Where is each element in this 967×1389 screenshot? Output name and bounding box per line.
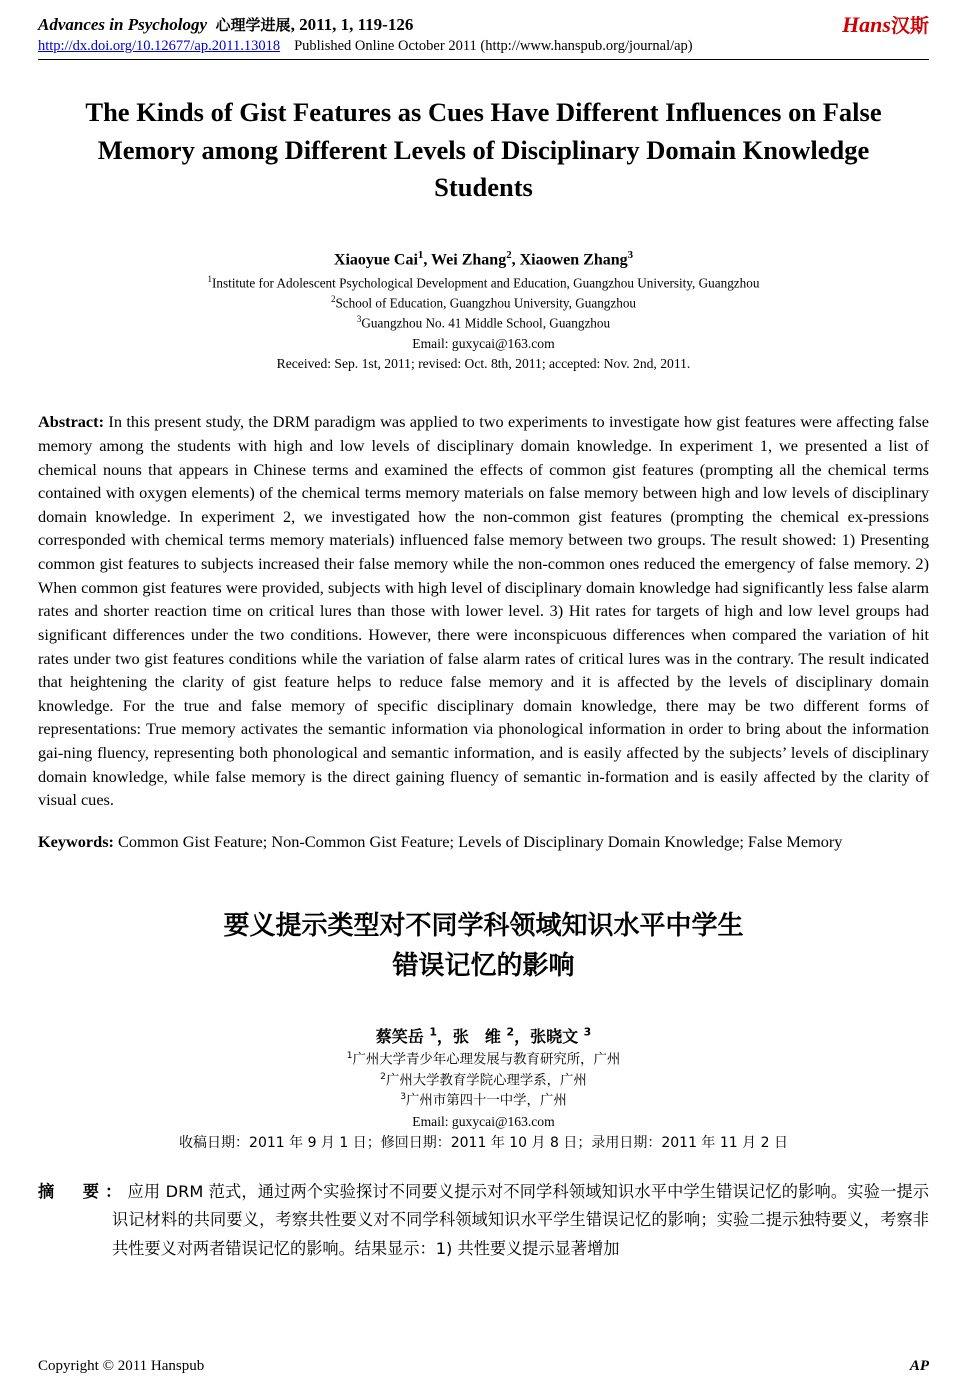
page-footer: [38, 1358, 929, 1375]
journal-name: Advances in Psychology: [38, 15, 208, 34]
logo-hans-text: Hans: [842, 12, 891, 37]
affiliation-cn-3: $^3$广州市第四十一中学，广州: [400, 1092, 567, 1109]
doi-link[interactable]: http://dx.doi.org/10.12677/ap.2011.13018: [38, 38, 281, 54]
page-title-cn-line2: 错误记忆的影响: [392, 950, 575, 981]
keywords-text: Common Gist Feature; Non-Common Gist Feature; Levels of Disciplinary Domain Knowledge; False Memory: [113, 831, 843, 851]
page-title-cn-line1: 要义提示类型对不同学科领域知识水平中学生: [223, 910, 744, 941]
journal-citation: , 2011, 1, 119-126: [290, 15, 414, 34]
affiliation-list-cn: [38, 1050, 929, 1112]
page-header: [38, 14, 929, 36]
abstract-block-cn: [38, 1178, 929, 1263]
abstract-label-cn: 摘 要：: [38, 1182, 128, 1202]
author-list: Xiaoyue Cai$^1$, Wei Zhang$^2$, Xiaowen Zhang$^3$: [333, 248, 634, 269]
affiliation-cn-2: $^2$广州大学教育学院心理学系，广州: [380, 1071, 587, 1089]
copyright-text: Copyright © 2011 Hanspub: [38, 1358, 205, 1374]
page-title-cn: [98, 906, 869, 987]
abstract-label: Abstract:: [38, 412, 105, 432]
affiliation-cn-1: $^1$广州大学青少年心理发展与教育研究所，广州: [346, 1051, 621, 1068]
logo-hans-cn: 汉斯: [890, 15, 929, 37]
journal-abbrev: AP: [909, 1358, 929, 1374]
affiliation-3: $^3$Guangzhou No. 41 Middle School, Guangzhou: [356, 314, 611, 331]
affiliation-list: [38, 273, 929, 333]
keywords-label: Keywords:: [38, 831, 114, 851]
abstract-block: [38, 410, 929, 812]
submission-dates-cn: 收稿日期：2011 年 9 月 1 日；修回日期：2011 年 10 月 8 日；录用日期：2011 年 11 月 2 日: [179, 1135, 788, 1152]
keywords-block: [38, 830, 929, 854]
affiliation-1: $^1$Institute for Adolescent Psychological Development and Education, Guangzhou University, Guangzhou: [207, 274, 760, 291]
contact-email-cn: Email: guxycai@163.com: [412, 1113, 555, 1129]
hanspub-logo: [842, 14, 929, 36]
contact-email: Email: guxycai@163.com: [412, 335, 555, 351]
abstract-text-cn: 应用 DRM 范式，通过两个实验探讨不同要义提示对不同学科领域知识水平中学生错误记忆的影响。实验一提示识记材料的共同要义，考察共性要义对不同学科领域知识水平学生错误记忆的影响；实验二提示独特要义，考察非共性要义对两者错误记忆的影响。结果显示：1) 共性要义提示显著增加: [112, 1182, 930, 1258]
abstract-text: In this present study, the DRM paradigm was applied to two experiments to investigate how gist features were affecting false memory among the students with high and low levels of disciplinary domain knowledge. In experiment 1, we presented a list of chemical nouns that appears in Chinese terms and examined the effects of common gist features (prompting all the chemical terms contained with oxygen elements) of the chemical terms memory materials on false memory between high and low levels of disciplinary domain knowledge. In experiment 2, we investigated how the non-common gist features (prompting the chemical ex-pressions corresponded with chemical terms memory materials) influenced false memory between two groups. The result showed: 1) Presenting common gist features to subjects increased their false memory while the non-common ones reduced the emergency of false memory. 2) When common gist features were provided, subjects with high level of disciplinary domain knowledge had significantly less false alarm rates and shorter reaction time on critical lures than those with lower level. 3) Hit rates for targets of high and low level groups had significant differences under the two conditions. However, there were inconspicuous differences when compared the variation of hit rates under two gist features conditions while the variation of false alarm rates of critical lures was in the contrary. The result indicated that heightening the clarity of gist feature helps to reduce false memory and it is affected by the levels of disciplinary domain knowledge. For the true and false memory of specific disciplinary domain knowledge, there may be two different forms of representations: True memory activates the semantic information via phonological information in order to bring about the information gai-ning fluency, representing both phonological and semantic information, and is easily affected by the subjects’ levels of disciplinary domain knowledge, while false memory is the direct gaining fluency of semantic in-formation and is easily affected by the clarity of visual cues.: [38, 412, 929, 810]
doi-row: [38, 38, 929, 55]
header-divider: [38, 59, 929, 60]
page-title: The Kinds of Gist Features as Cues Have Different Influences on False Memory among Different Levels of Disciplinary Domain Knowledge Students: [85, 97, 882, 203]
submission-dates: Received: Sep. 1st, 2011; revised: Oct. 8th, 2011; accepted: Nov. 2nd, 2011.: [276, 355, 691, 371]
affiliation-2: $^2$School of Education, Guangzhou University, Guangzhou: [330, 294, 637, 311]
journal-line: [38, 14, 413, 35]
journal-name-cn: 心理学进展: [215, 16, 291, 34]
published-online-info: Published Online October 2011 (http://www.hanspub.org/journal/ap): [294, 38, 693, 54]
author-list-cn: 蔡笑岳 $^1$，张 维 $^2$，张晓文 $^3$: [375, 1025, 592, 1047]
